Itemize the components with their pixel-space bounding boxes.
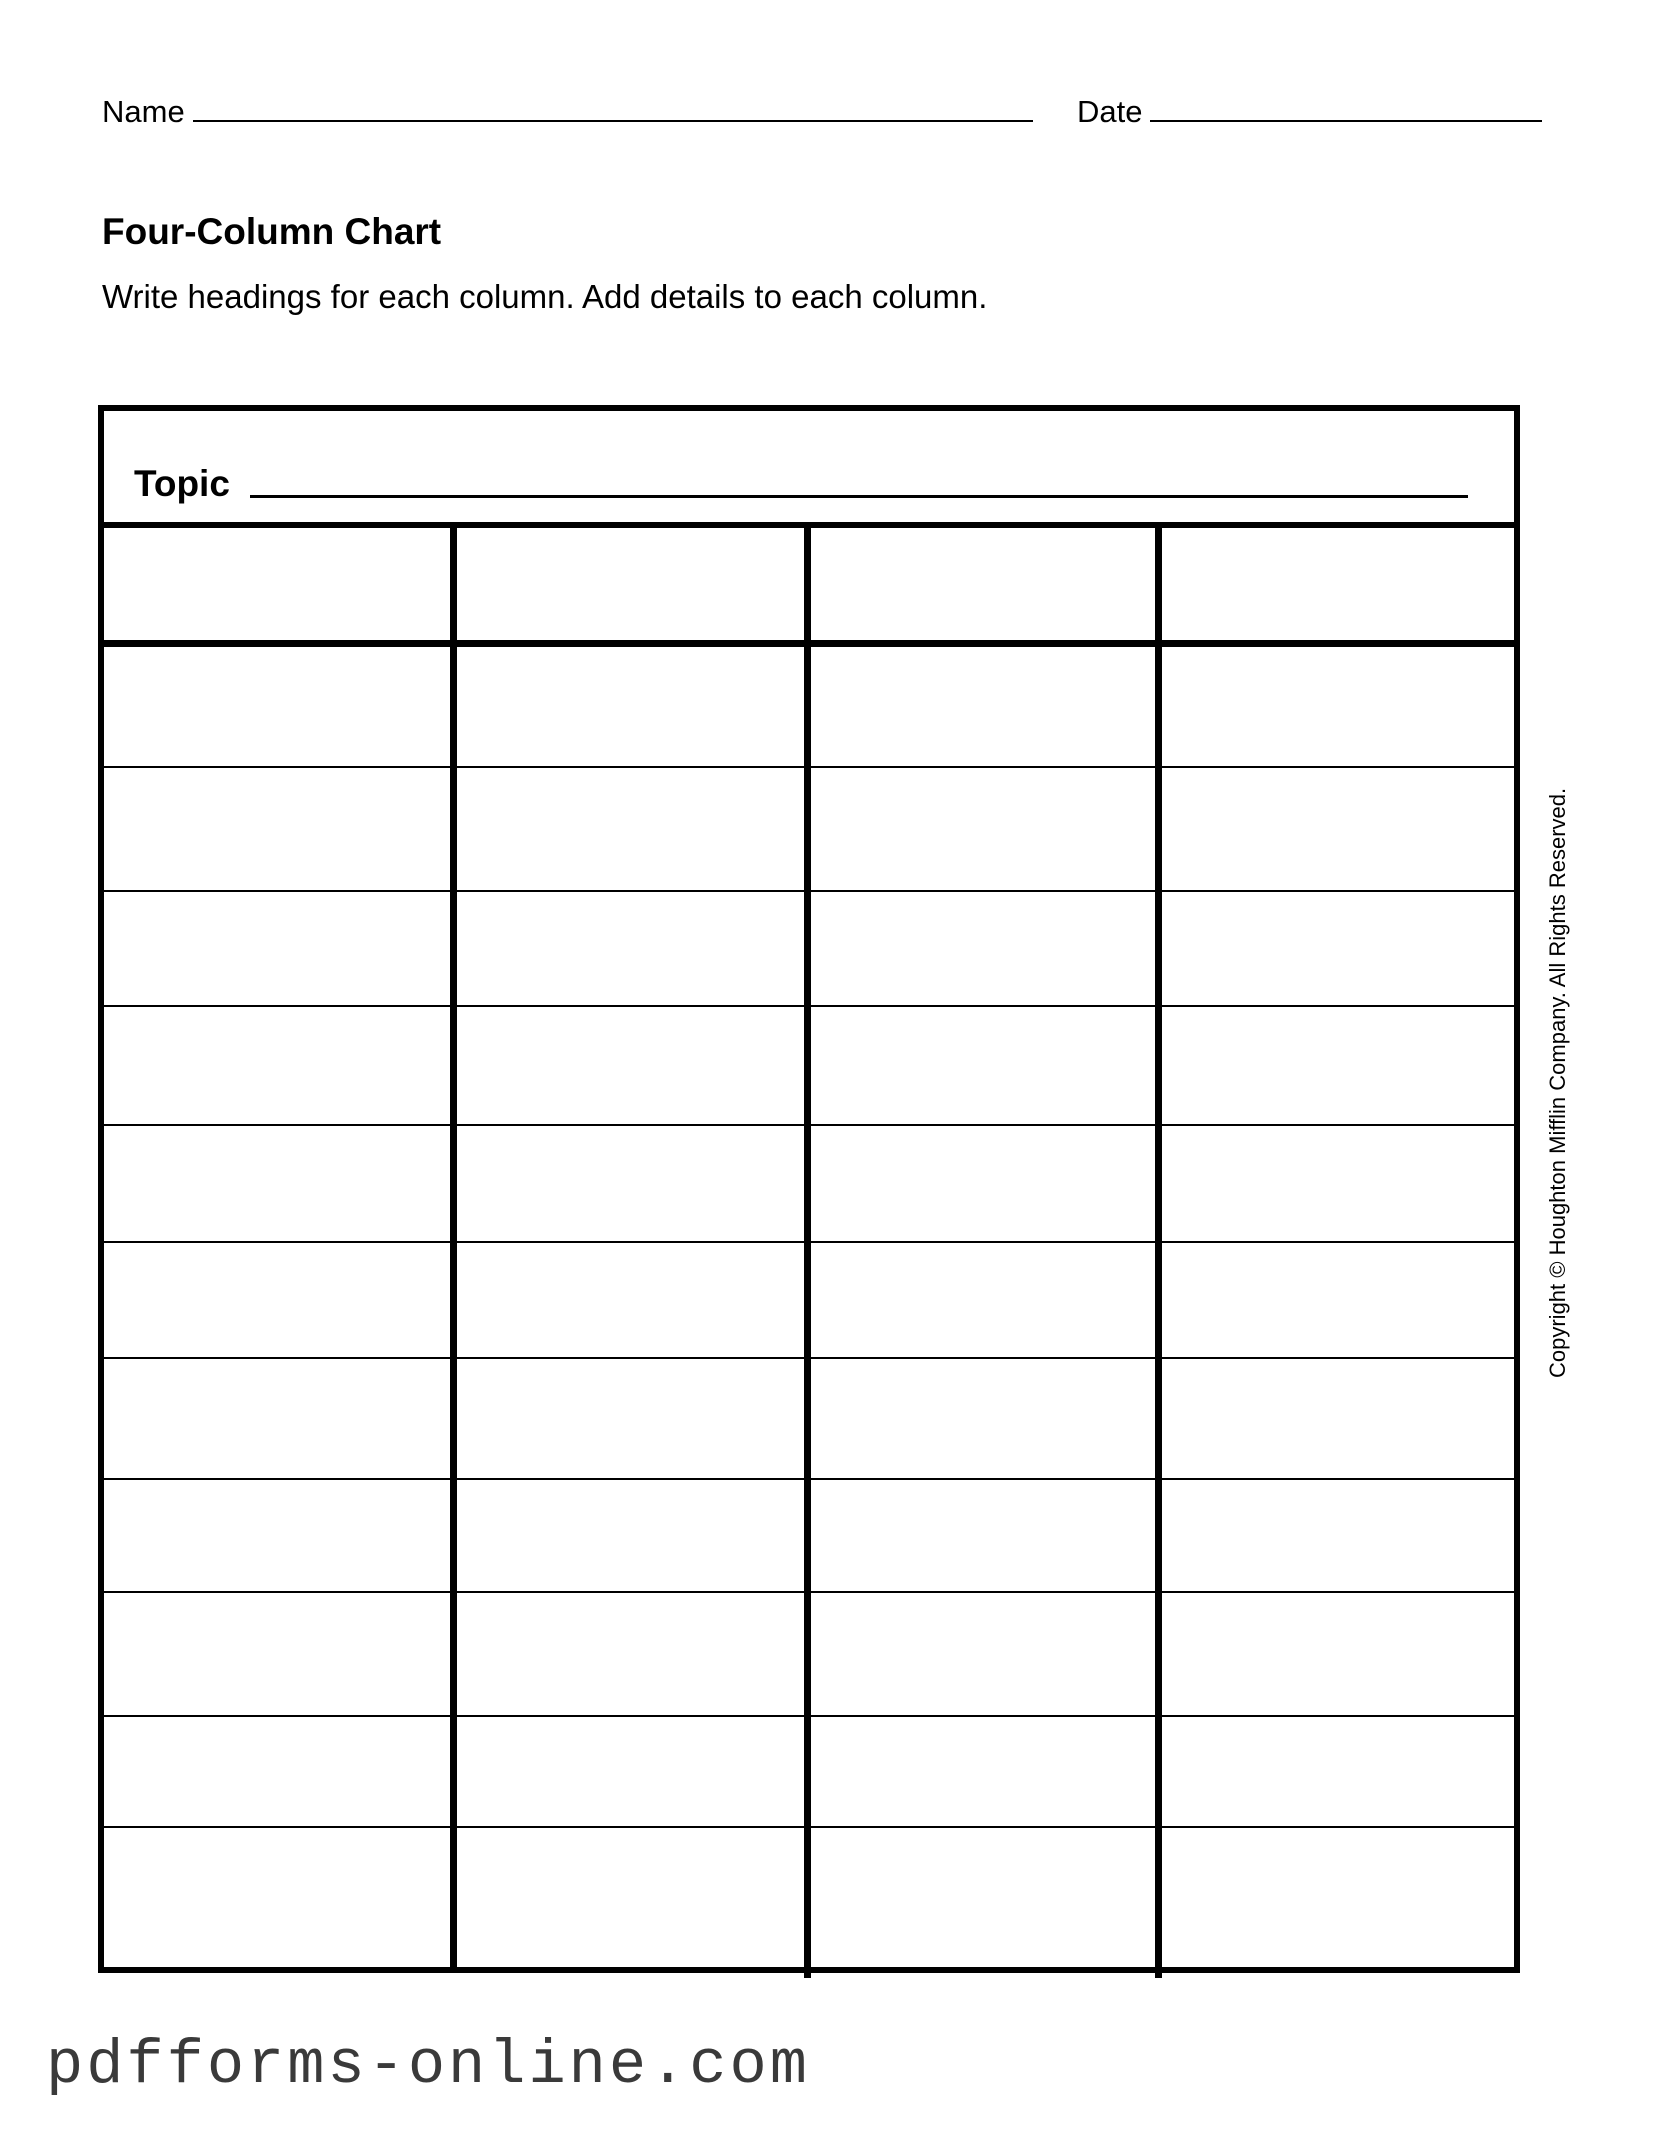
row-rule bbox=[104, 1124, 1514, 1126]
row-rule bbox=[104, 1715, 1514, 1717]
topic-row bbox=[104, 411, 1514, 528]
row-rule bbox=[104, 890, 1514, 892]
four-column-chart bbox=[98, 405, 1520, 1973]
instructions-text: Write headings for each column. Add details to each column. bbox=[102, 278, 988, 315]
name-field[interactable] bbox=[102, 94, 1033, 130]
watermark-logo: pdfforms-online.com bbox=[46, 2030, 810, 2101]
row-rule bbox=[104, 1357, 1514, 1359]
name-label: Name bbox=[102, 94, 185, 129]
row-rule bbox=[104, 1241, 1514, 1243]
column-divider-1 bbox=[450, 528, 457, 1973]
topic-blank[interactable] bbox=[250, 495, 1468, 498]
name-blank[interactable] bbox=[193, 98, 1033, 122]
row-rule bbox=[104, 1478, 1514, 1480]
row-rule bbox=[104, 766, 1514, 768]
row-rule bbox=[104, 1591, 1514, 1593]
copyright-notice: Copyright © Houghton Mifflin Company. All Rights Reserved. bbox=[1545, 787, 1570, 1378]
column-heading-rule bbox=[104, 640, 1514, 647]
date-label: Date bbox=[1077, 94, 1143, 129]
topic-label: Topic bbox=[134, 463, 230, 504]
page-title: Four-Column Chart bbox=[102, 211, 442, 252]
row-rule bbox=[104, 1826, 1514, 1828]
date-field[interactable] bbox=[1077, 94, 1542, 130]
row-rule bbox=[104, 1005, 1514, 1007]
date-blank[interactable] bbox=[1150, 98, 1542, 122]
column-divider-2 bbox=[804, 528, 811, 1978]
column-divider-3 bbox=[1155, 528, 1162, 1978]
